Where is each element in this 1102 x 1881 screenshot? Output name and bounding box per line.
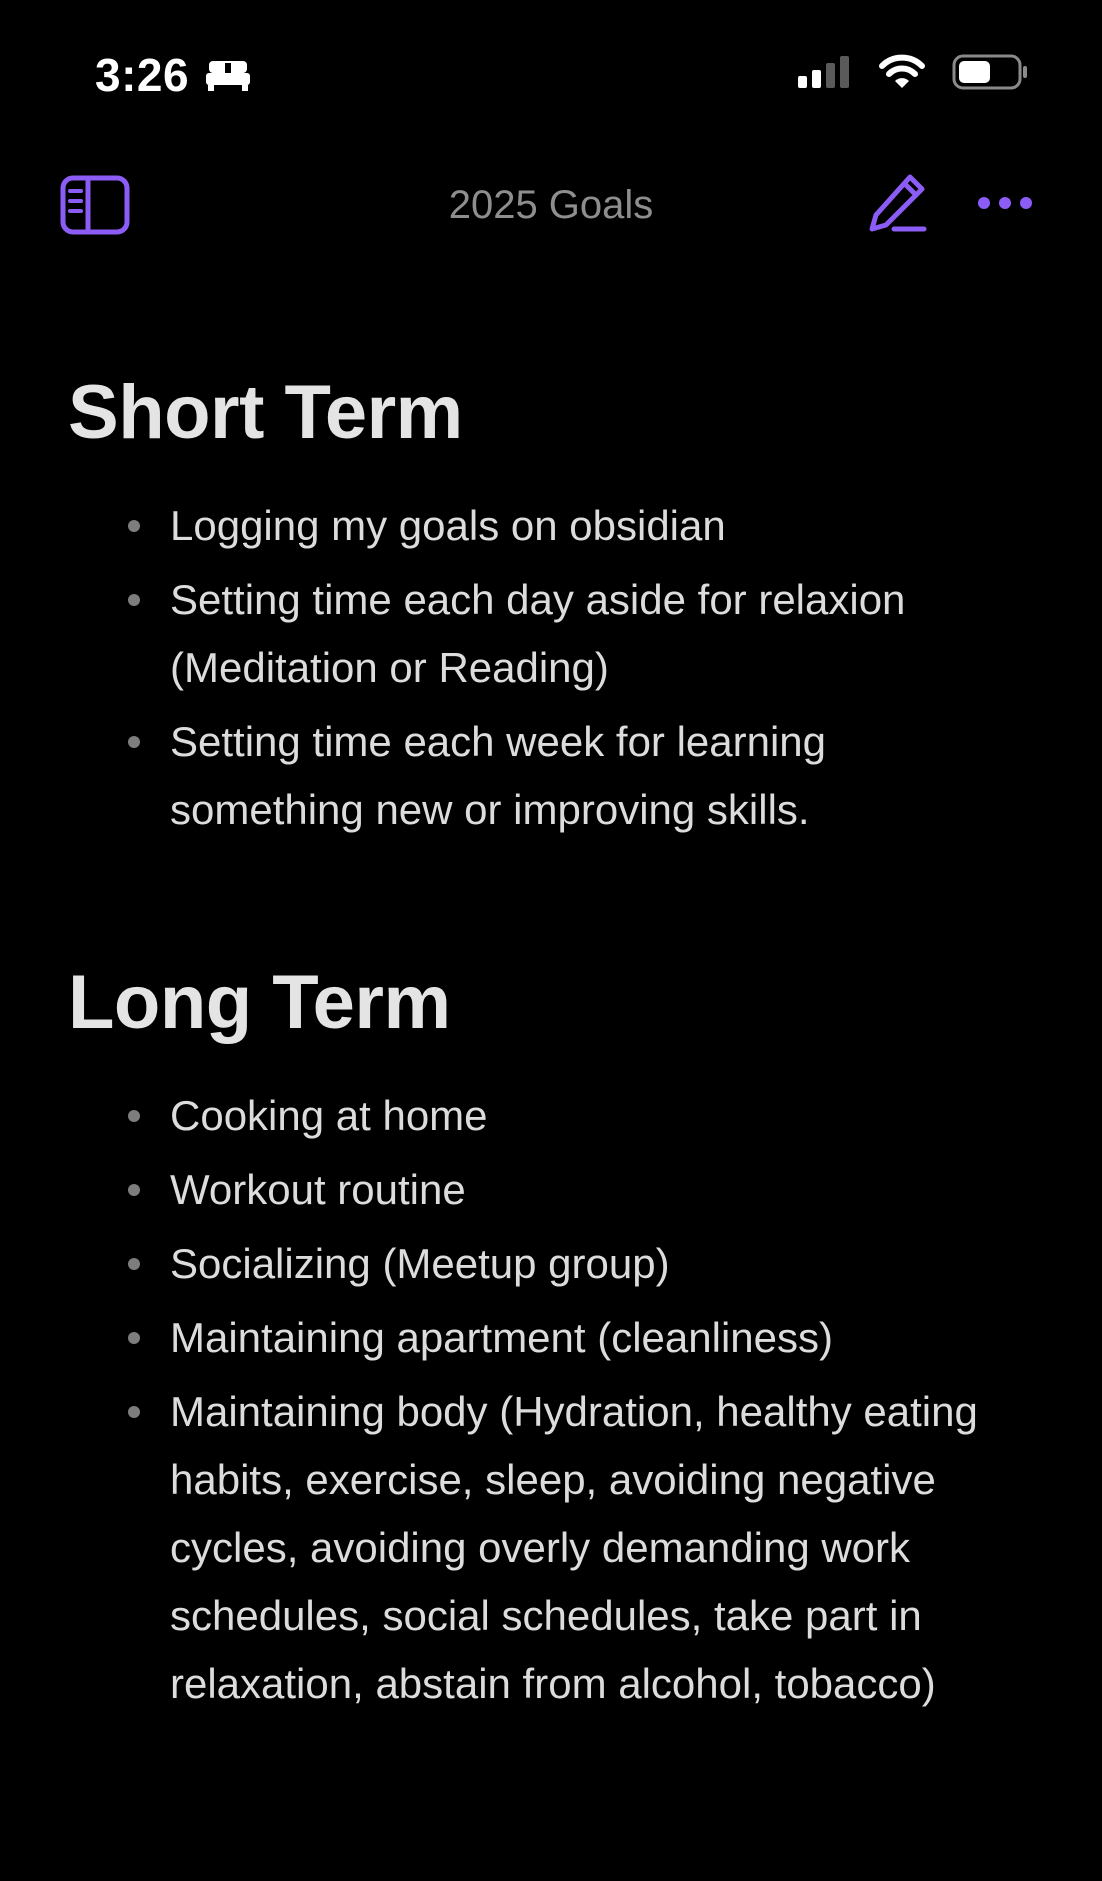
bullet-dot [128,1406,140,1418]
bullet-dot [128,736,140,748]
list-item-text: Logging my goals on obsidian [170,502,726,549]
note-content[interactable] [68,368,1048,1724]
list-item [68,566,1048,702]
list-item-text: Setting time each day aside for relaxion (Meditation or Reading) [170,576,906,691]
section-heading-short-term: Short Term [68,370,463,455]
bullet-dot [128,1110,140,1122]
pencil-icon [866,222,930,239]
list-item [68,1230,1048,1298]
list-item [68,1378,1048,1718]
list-item-text: Maintaining body (Hydration, healthy eating habits, exercise, sleep, avoiding negative cycles, avoiding overly demanding work schedules, social schedules, take part in relaxation, abstain from alcohol, tobacco) [170,1388,978,1707]
status-time-group [95,48,253,102]
bullet-dot [128,1184,140,1196]
section-spacer [68,850,1048,958]
status-time: 3:26 [95,49,190,101]
section-short-term [68,368,1048,844]
nav-bar [0,165,1102,245]
section-heading-long-term: Long Term [68,960,451,1045]
list-item-text: Setting time each week for learning something new or improving skills. [170,718,827,833]
list-item-text: Cooking at home [170,1092,488,1139]
status-indicators [796,52,1030,92]
cellular-signal-icon [796,52,852,92]
list-item-text: Maintaining apartment (cleanliness) [170,1314,833,1361]
bed-icon [203,55,253,95]
edit-button[interactable] [866,171,930,235]
list-item [68,708,1048,844]
more-dots-icon [976,208,1034,225]
more-options-button[interactable] [976,185,1034,221]
bullet-dot [128,1332,140,1344]
wifi-icon [878,52,926,92]
bullet-dot [128,1258,140,1270]
page-title: 2025 Goals [448,183,654,227]
list-item [68,492,1048,560]
bullet-dot [128,594,140,606]
battery-icon [952,52,1030,92]
list-item [68,1082,1048,1150]
list-item-text: Workout routine [170,1166,466,1213]
section-long-term [68,958,1048,1718]
bullet-dot [128,520,140,532]
long-term-list [68,1082,1048,1718]
list-item [68,1156,1048,1224]
list-item [68,1304,1048,1372]
short-term-list [68,492,1048,844]
list-item-text: Socializing (Meetup group) [170,1240,670,1287]
status-bar [0,0,1102,150]
